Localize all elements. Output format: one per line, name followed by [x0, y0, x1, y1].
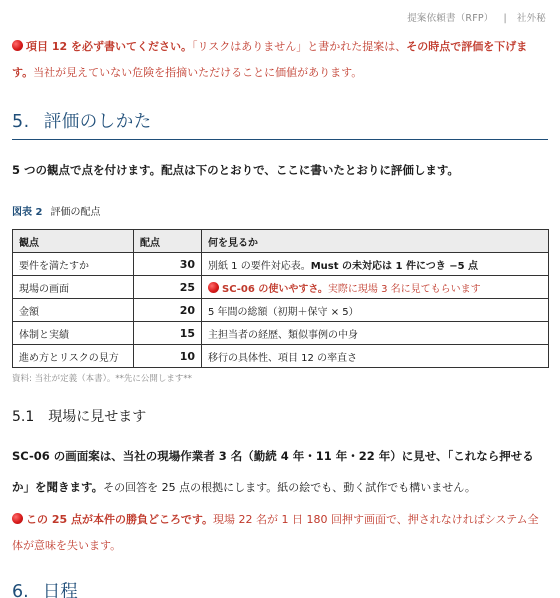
- next-section-title: 日程: [42, 582, 78, 598]
- row-description: 5 年間の総額（初期＋保守 × 5）: [202, 299, 549, 322]
- row-points: 30: [134, 253, 202, 276]
- red-circle-icon: [12, 513, 23, 524]
- table-row: [13, 253, 549, 276]
- figure-caption-text: 評価の配点: [50, 207, 101, 218]
- criteria-table: [12, 229, 549, 368]
- row-aspect: 体制と実績: [13, 322, 134, 345]
- paragraph-text: その回答を 25 点の根拠にします。紙の絵でも、動く試作でも構いません。: [103, 481, 476, 494]
- table-row: [13, 345, 549, 368]
- note-top-quote: 「リスクはありません」と書かれた提案は、: [191, 40, 407, 53]
- section-heading: [12, 108, 548, 140]
- row-description-text: 実際に現場 3 名に見てもらいます: [327, 283, 481, 295]
- red-circle-icon: [12, 40, 23, 51]
- table-header-aspect: 観点: [13, 230, 134, 253]
- running-header: [407, 10, 546, 24]
- subsection-heading: [12, 406, 146, 426]
- table-row: [13, 299, 549, 322]
- table-header-points: 配点: [134, 230, 202, 253]
- section-number: 5.: [12, 112, 30, 132]
- row-aspect: 要件を満たすか: [13, 253, 134, 276]
- row-description: [202, 276, 549, 299]
- table-row: [13, 276, 549, 299]
- section-title: 評価のしかた: [43, 112, 152, 132]
- table-header-row: [13, 230, 549, 253]
- row-points: 10: [134, 345, 202, 368]
- row-description: 移行の具体性、項目 12 の率直さ: [202, 345, 549, 368]
- note-bottom-rest: 現場 22 名が 1 日 180 回押す画面で、押されなければシステム全体が意味を失います。: [12, 513, 539, 552]
- row-aspect: 進め方とリスクの見方: [13, 345, 134, 368]
- row-description-text: 別紙 1 の要件対応表。: [208, 260, 311, 272]
- row-points: 20: [134, 299, 202, 322]
- row-description-emphasis: SC-06 の使いやすさ。: [222, 283, 328, 295]
- table-row: [13, 322, 549, 345]
- row-points: 25: [134, 276, 202, 299]
- header-separator: |: [503, 13, 507, 24]
- row-description-emphasis: Must の未対応は 1 件につき −5 点: [310, 260, 479, 272]
- classification-label: 社外秘: [516, 13, 546, 24]
- note-top-emphasis: その時点で評価を下げます。: [12, 40, 528, 79]
- figure-label: 図表 2: [12, 207, 43, 218]
- doc-type: 提案依頼書（RFP）: [407, 13, 494, 24]
- row-description: [202, 253, 549, 276]
- row-aspect: 現場の画面: [13, 276, 134, 299]
- table-source-note: 資料: 当社が定義（本書）。**先に公開します**: [12, 374, 192, 384]
- section-lead: 5 つの観点で点を付けます。配点は下のとおりで、ここに書いたとおりに評価します。: [12, 163, 459, 177]
- note-top: [12, 34, 548, 86]
- next-section-number: 6.: [12, 582, 29, 598]
- subsection-title: 現場に見せます: [48, 409, 147, 425]
- paragraph-emphasis: SC-06 の画面案は、当社の現場作業者 3 名（勤続 4 年・11 年・22 年）に見せ、「これなら押せるか」を聞きます。: [12, 449, 534, 494]
- next-section-heading: [12, 578, 548, 598]
- note-bottom: [12, 507, 548, 559]
- row-description: 主担当者の経歴、類似事例の中身: [202, 322, 549, 345]
- red-circle-icon: [208, 282, 219, 293]
- subsection-number: 5.1: [12, 409, 35, 425]
- table-header-description: 何を見るか: [202, 230, 549, 253]
- note-top-rest: 当社が見えていない危険を指摘いただけることに価値があります。: [33, 66, 363, 79]
- row-aspect: 金額: [13, 299, 134, 322]
- note-top-lead: 項目 12 を必ず書いてください。: [26, 40, 192, 53]
- note-bottom-lead: この 25 点が本件の勝負どころです。: [26, 513, 213, 526]
- row-points: 15: [134, 322, 202, 345]
- subsection-paragraph: [12, 441, 548, 503]
- figure-caption: [12, 203, 100, 218]
